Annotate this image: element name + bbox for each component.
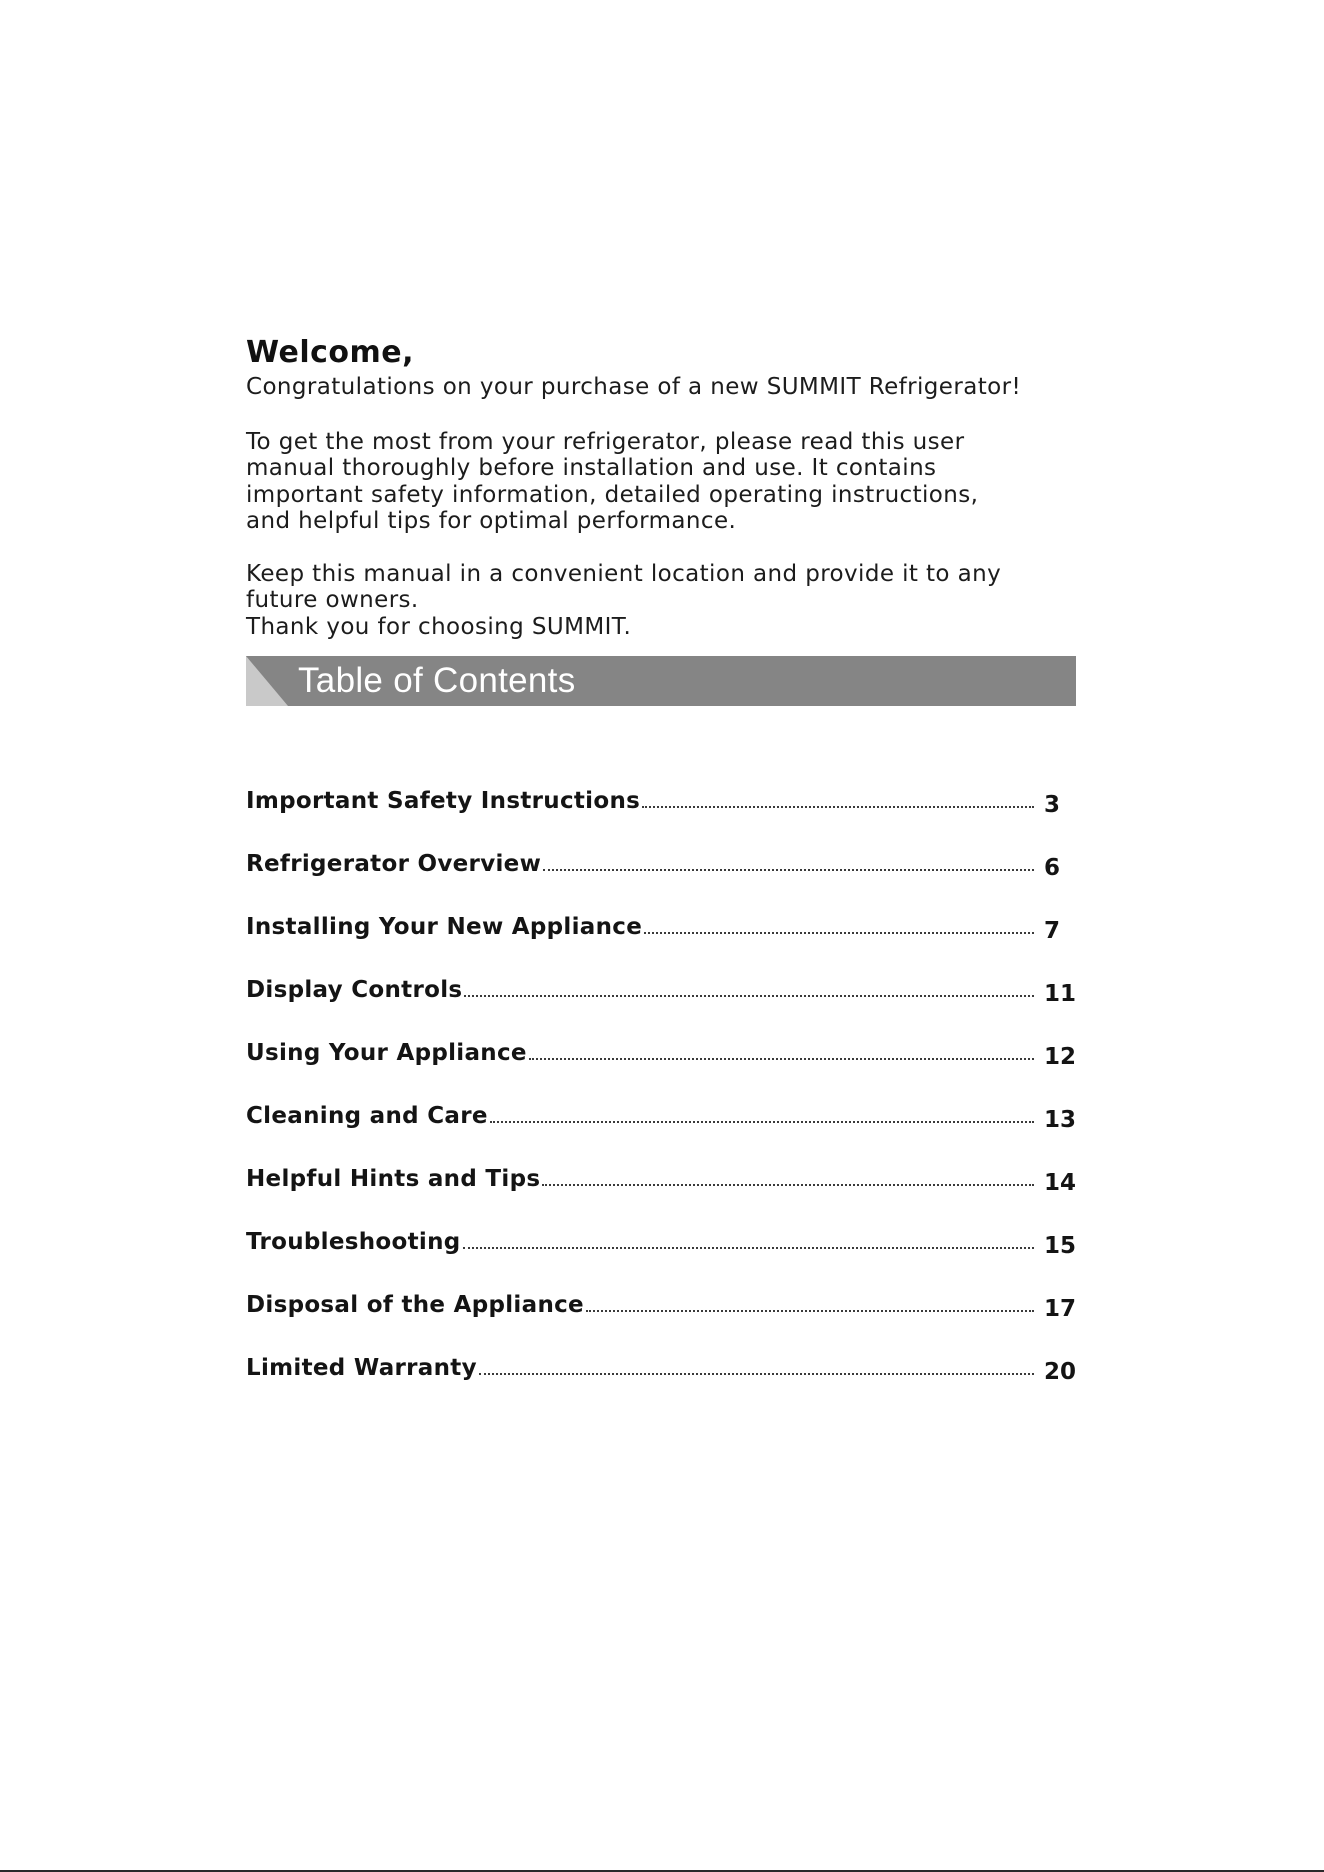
toc-item-page: 20 [1044,1359,1077,1385]
toc-item[interactable] [246,947,1078,1010]
toc-item-page: 15 [1044,1233,1077,1259]
toc-item-label: Important Safety Instructions [246,788,641,814]
welcome-title: Welcome, [246,335,415,370]
toc-item[interactable] [246,1262,1078,1325]
toc-item-label: Disposal of the Appliance [246,1292,584,1318]
toc-item[interactable] [246,1199,1078,1262]
toc-item-label: Installing Your New Appliance [246,914,643,940]
toc-item-page: 12 [1044,1044,1077,1070]
toc-leader [543,869,1034,871]
toc-leader [644,932,1034,934]
welcome-intro: Congratulations on your purchase of a new SUMMIT Refrigerator! [246,374,1022,400]
toc-item-page: 14 [1044,1170,1077,1196]
toc-item[interactable] [246,821,1078,884]
toc-leader [529,1058,1034,1060]
toc-item[interactable] [246,1010,1078,1073]
keep-manual-paragraph: Keep this manual in a convenient location and provide it to any future owners. Thank you for choosing SUMMIT. [246,560,1002,640]
toc-item[interactable] [246,1073,1078,1136]
toc-item[interactable] [246,884,1078,947]
toc-item-label: Using Your Appliance [246,1040,527,1066]
toc-leader [542,1184,1034,1186]
toc-leader [479,1373,1034,1375]
toc-item-page: 11 [1044,981,1077,1007]
toc-item-label: Cleaning and Care [246,1103,488,1129]
toc-item-label: Troubleshooting [246,1229,461,1255]
toc-heading: Table of Contents [298,661,576,700]
toc-item-page: 17 [1044,1296,1077,1322]
toc-leader [490,1121,1034,1123]
toc-item-label: Limited Warranty [246,1355,477,1381]
toc-leader [463,1247,1034,1249]
read-manual-paragraph: To get the most from your refrigerator, please read this user manual thoroughly before installation and use. It contains important safety information, detailed operating instructions, and helpful tips for optimal performance. [246,428,979,534]
toc-list [246,758,1078,1388]
toc-leader [642,806,1034,808]
banner-stripe [246,656,288,706]
toc-item-label: Refrigerator Overview [246,851,542,877]
toc-item-label: Display Controls [246,977,463,1003]
toc-item[interactable] [246,1136,1078,1199]
toc-item[interactable] [246,758,1078,821]
welcome-section [246,332,1078,640]
toc-item-page: 13 [1044,1107,1077,1133]
toc-item-page: 7 [1044,918,1061,944]
toc-leader [464,995,1034,997]
toc-item-page: 6 [1044,855,1061,881]
toc-item-label: Helpful Hints and Tips [246,1166,541,1192]
toc-leader [586,1310,1034,1312]
toc-item-page: 3 [1044,792,1061,818]
toc-item[interactable] [246,1325,1078,1388]
toc-banner [246,656,1076,706]
